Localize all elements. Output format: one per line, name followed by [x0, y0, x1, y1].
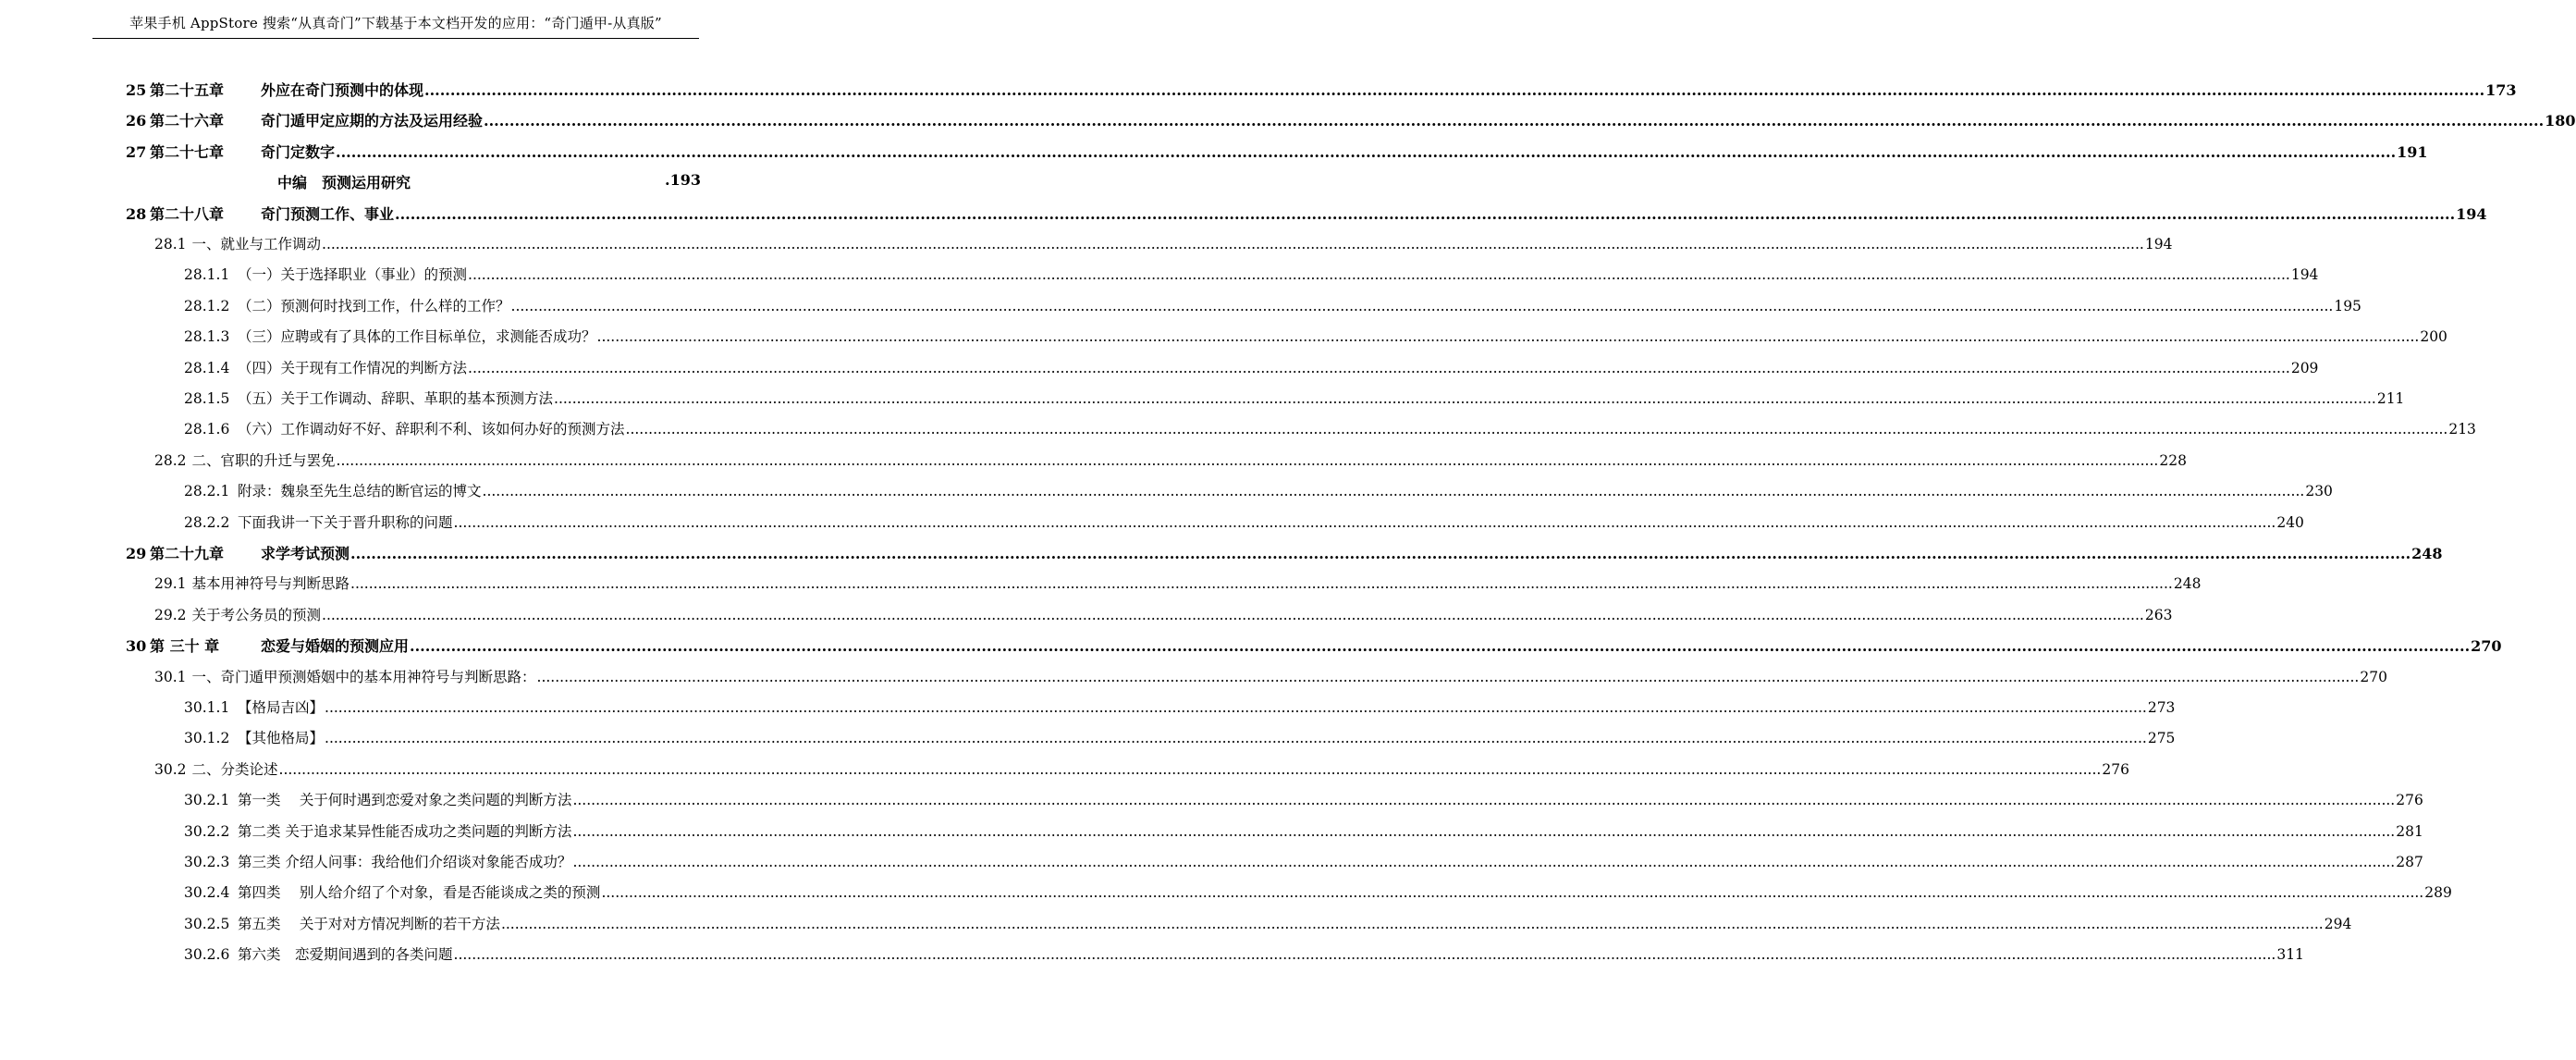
toc-entry[interactable]	[184, 881, 2452, 906]
toc-entry[interactable]	[184, 913, 2352, 937]
page-number: 228	[2159, 451, 2187, 469]
entry-title: 外应在奇门预测中的体现	[261, 81, 424, 99]
dot-leader: ................................................................................................................................................................................................................................................................................................................................................................................................................	[395, 204, 2456, 223]
entry-title: （四）关于现有工作情况的判断方法	[238, 359, 468, 376]
entry-number: 30	[126, 637, 147, 656]
chapter-label: 第二十六章	[150, 112, 225, 130]
dot-leader: ................................................................................................................................................................................................................................................................................................................................................................................................................	[322, 236, 2144, 253]
toc-entry[interactable]	[154, 604, 2173, 628]
dot-leader: ................................................................................................................................................................................................................................................................................................................................................................................................................	[601, 884, 2424, 902]
chapter-label: 第二十五章	[150, 81, 225, 99]
entry-number: 28	[126, 204, 147, 223]
entry-title: 求学考试预测	[261, 545, 350, 562]
entry-title: 【其他格局】	[238, 730, 325, 747]
page-number: 276	[2102, 760, 2129, 778]
entry-number: 28.2.1	[184, 483, 230, 500]
entry-title: 附录：魏泉至先生总结的断官运的博文	[238, 483, 482, 500]
entry-title: （五）关于工作调动、辞职、革职的基本预测方法	[238, 390, 554, 407]
entry-number: 30.1.2	[184, 730, 230, 747]
entry-number: 30.1.1	[184, 699, 230, 716]
entry-title: （三）应聘或有了具体的工作目标单位，求测能否成功？	[238, 328, 596, 346]
dot-leader: ................................................................................................................................................................................................................................................................................................................................................................................................................	[482, 483, 2305, 500]
chapter-label: 第二十八章	[150, 204, 225, 223]
page-number: 281	[2396, 822, 2423, 840]
toc-entry[interactable]	[126, 79, 2517, 103]
dot-leader: ................................................................................................................................................................................................................................................................................................................................................................................................................	[596, 328, 2420, 346]
page-number: 173	[2485, 81, 2517, 99]
toc-entry[interactable]	[154, 573, 2202, 597]
dot-leader: ................................................................................................................................................................................................................................................................................................................................................................................................................	[453, 513, 2276, 531]
dot-leader: ................................................................................................................................................................................................................................................................................................................................................................................................................	[510, 297, 2334, 314]
entry-number: 30.2.5	[184, 915, 230, 932]
toc-entry[interactable]	[184, 418, 2476, 442]
dot-leader: ................................................................................................................................................................................................................................................................................................................................................................................................................	[572, 822, 2396, 840]
entry-number: 30.2.3	[184, 854, 230, 870]
page-number: 276	[2396, 792, 2423, 809]
toc-entry[interactable]	[184, 357, 2319, 381]
entry-title: （二）预测何时找到工作，什么样的工作？	[238, 297, 510, 314]
entry-title: 下面我讲一下关于晋升职称的问题	[238, 513, 453, 531]
entry-number: 28.1.4	[184, 359, 230, 376]
page-number: 195	[2334, 297, 2361, 314]
entry-number: 28.1.5	[184, 390, 230, 407]
entry-title: 【格局吉凶】	[238, 699, 325, 716]
toc-entry[interactable]	[184, 326, 2447, 350]
dot-leader: ................................................................................................................................................................................................................................................................................................................................................................................................................	[424, 81, 2485, 99]
dot-leader: ................................................................................................................................................................................................................................................................................................................................................................................................................	[322, 606, 2144, 623]
page-number: 270	[2471, 637, 2502, 656]
toc-entry[interactable]	[126, 635, 2502, 659]
entry-title: 第三类 介绍人问事：我给他们介绍谈对象能否成功？	[238, 854, 572, 870]
dot-leader: ................................................................................................................................................................................................................................................................................................................................................................................................................	[500, 915, 2324, 932]
dot-leader: ................................................................................................................................................................................................................................................................................................................................................................................................................	[325, 699, 2147, 716]
toc-entry[interactable]	[184, 851, 2423, 875]
entry-title: 第六类 恋爱期间遇到的各类问题	[238, 946, 453, 964]
toc-entry[interactable]	[184, 943, 2304, 968]
page-number: 240	[2276, 513, 2304, 531]
entry-title: 二、官职的升迁与罢免	[191, 451, 336, 469]
page-number: 211	[2376, 390, 2405, 407]
dot-leader: ................................................................................................................................................................................................................................................................................................................................................................................................................	[453, 946, 2276, 964]
entry-number: 30.2	[154, 760, 187, 778]
entry-number: 28.1.6	[184, 421, 230, 438]
dot-leader: ................................................................................................................................................................................................................................................................................................................................................................................................................	[468, 359, 2290, 376]
toc-entry[interactable]	[184, 696, 2176, 721]
entry-number: 28.1	[154, 236, 187, 253]
entry-title: 二、分类论述	[191, 760, 278, 778]
page-header: 苹果手机 AppStore 搜索“从真奇门”下载基于本文档开发的应用：“奇门遁甲-从真版”	[92, 13, 699, 39]
toc-entry[interactable]	[184, 820, 2423, 844]
dot-leader: ................................................................................................................................................................................................................................................................................................................................................................................................................	[325, 730, 2147, 747]
page-number: 294	[2324, 915, 2352, 932]
entry-title: 一、奇门遁甲预测婚姻中的基本用神符号与判断思路：	[191, 668, 536, 685]
toc-entry[interactable]	[126, 171, 701, 195]
page-number: 194	[2456, 204, 2487, 223]
page-number: 289	[2424, 884, 2452, 902]
entry-title: 奇门定数字	[261, 142, 336, 161]
page-number: 194	[2144, 236, 2173, 253]
toc-entry[interactable]	[126, 109, 2576, 133]
entry-number: 30.2.1	[184, 792, 230, 809]
entry-title: 恋爱与婚姻的预测应用	[261, 637, 410, 656]
page-number: 230	[2305, 483, 2333, 500]
dot-leader: ................................................................................................................................................................................................................................................................................................................................................................................................................	[572, 854, 2396, 870]
page-number: 180	[2545, 112, 2576, 130]
entry-number: 26	[126, 112, 147, 130]
toc-entry[interactable]	[184, 727, 2176, 751]
chapter-label: 第二十七章	[150, 142, 225, 161]
entry-title: 第一类 关于何时遇到恋爱对象之类问题的判断方法	[238, 792, 572, 809]
entry-title: （六）工作调动好不好、辞职利不利、该如何办好的预测方法	[238, 421, 625, 438]
dot-leader: ................................................................................................................................................................................................................................................................................................................................................................................................................	[350, 575, 2173, 593]
page-number: 248	[2173, 575, 2202, 593]
entry-title: 第四类 别人给介绍了个对象，看是否能谈成之类的预测	[238, 884, 601, 902]
entry-number: 28.1.2	[184, 297, 230, 314]
entry-number: 28.2	[154, 451, 187, 469]
dot-leader: ................................................................................................................................................................................................................................................................................................................................................................................................................	[336, 451, 2159, 469]
page-number: 287	[2396, 854, 2423, 870]
entry-title: 一、就业与工作调动	[191, 236, 322, 253]
toc-entry[interactable]	[184, 264, 2319, 288]
chapter-label: 第 三十 章	[150, 637, 220, 656]
page-number: 194	[2290, 266, 2319, 284]
dot-leader: ................................................................................................................................................................................................................................................................................................................................................................................................................	[484, 112, 2545, 130]
entry-title: 奇门遁甲定应期的方法及运用经验	[261, 112, 484, 130]
toc-entry[interactable]	[154, 233, 2173, 257]
dot-leader: ................................................................................................................................................................................................................................................................................................................................................................................................................	[572, 792, 2396, 809]
toc-entry[interactable]	[154, 450, 2187, 474]
entry-title: （一）关于选择职业（事业）的预测	[238, 266, 468, 284]
toc-entry[interactable]	[126, 141, 2428, 165]
entry-title: 第二类 关于追求某异性能否成功之类问题的判断方法	[238, 822, 572, 840]
entry-number: 30.1	[154, 668, 187, 685]
dot-leader: ................................................................................................................................................................................................................................................................................................................................................................................................................	[554, 390, 2376, 407]
entry-number: 30.2.4	[184, 884, 230, 902]
dot-leader: ................................................................................................................................................................................................................................................................................................................................................................................................................	[350, 545, 2411, 562]
entry-number: 29	[126, 545, 147, 562]
dot-leader: ................................................................................................................................................................................................................................................................................................................................................................................................................	[278, 760, 2102, 778]
page-number: 311	[2276, 946, 2304, 964]
toc-entry[interactable]	[126, 203, 2487, 227]
page-number: 213	[2448, 421, 2476, 438]
part-title: 中编 预测运用研究	[277, 174, 411, 192]
entry-number: 29.1	[154, 575, 187, 593]
page-number: 263	[2144, 606, 2173, 623]
entry-number: 29.2	[154, 606, 187, 623]
entry-number: 27	[126, 142, 147, 161]
page-number: 270	[2360, 668, 2387, 685]
toc-entry[interactable]	[154, 758, 2129, 783]
entry-number: 30.2.6	[184, 946, 230, 964]
entry-number: 28.1.3	[184, 328, 230, 346]
page-number: 275	[2147, 730, 2176, 747]
toc-entry[interactable]	[126, 542, 2443, 566]
entry-title: 第五类 关于对对方情况判断的若干方法	[238, 915, 500, 932]
chapter-label: 第二十九章	[150, 545, 225, 562]
dot-leader: ................................................................................................................................................................................................................................................................................................................................................................................................................	[410, 637, 2471, 656]
dot-leader: ................................................................................................................................................................................................................................................................................................................................................................................................................	[536, 668, 2360, 685]
dot-leader: ................................................................................................................................................................................................................................................................................................................................................................................................................	[625, 421, 2448, 438]
toc-entry[interactable]	[184, 480, 2333, 504]
toc-entry[interactable]	[184, 789, 2423, 813]
entry-title: 关于考公务员的预测	[191, 606, 322, 623]
toc-entry[interactable]	[184, 512, 2304, 536]
page-number: 248	[2411, 545, 2443, 562]
toc-entry[interactable]	[154, 666, 2387, 690]
page-number: 273	[2147, 699, 2176, 716]
dot-leader: ................................................................................................................................................................................................................................................................................................................................................................................................................	[468, 266, 2290, 284]
page-number: .193	[665, 171, 701, 190]
page-number: 209	[2290, 359, 2319, 376]
entry-number: 28.2.2	[184, 513, 230, 531]
entry-number: 28.1.1	[184, 266, 230, 284]
entry-number: 30.2.2	[184, 822, 230, 840]
toc-entry[interactable]	[184, 388, 2405, 412]
entry-number: 25	[126, 81, 147, 99]
entry-title: 基本用神符号与判断思路	[191, 575, 350, 593]
page-number: 200	[2420, 328, 2447, 346]
toc-entry[interactable]	[184, 295, 2361, 319]
dot-leader: ................................................................................................................................................................................................................................................................................................................................................................................................................	[336, 142, 2397, 161]
entry-title: 奇门预测工作、事业	[261, 204, 395, 223]
page-number: 191	[2397, 142, 2428, 161]
